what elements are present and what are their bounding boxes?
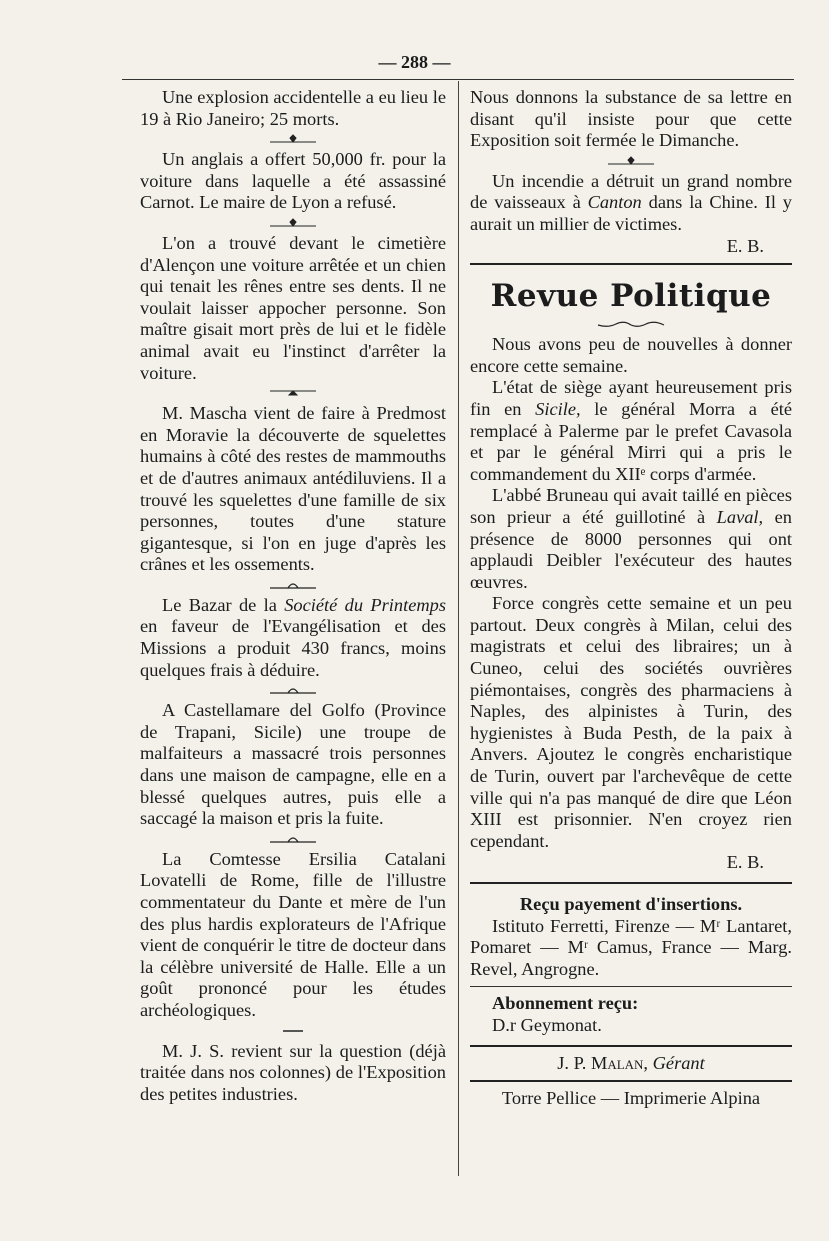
ornament-separator	[268, 685, 318, 695]
signature-eb: E. B.	[726, 235, 764, 256]
news-item-rio: Une explosion accidentelle a eu lieu le 19 à Rio Janeiro; 25 morts.	[140, 87, 446, 129]
ornament-separator	[268, 388, 318, 398]
sicile-text-start: L'état de siège ayant heureusement pris fin en	[470, 377, 792, 419]
laval-italic: Laval,	[716, 506, 764, 527]
news-item-predmost: M. Mascha vient de faire à Predmost en Moravie la découverte de squelettes humains à côté des restes de mammouths et de d'autres animaux antédiluviens. Il a trouvé les squelettes d'une famille de six personnes, toutes d'une stature gigantesque, si l'on en juge d'après les crânes et les ossements.	[140, 403, 446, 575]
news-item-bazar	[140, 595, 446, 681]
abonnement-text: D.r Geymonat.	[492, 1014, 602, 1035]
ornament-flourish	[596, 319, 666, 329]
section-rule	[470, 1045, 792, 1047]
gerant-name: J. P. Malan,	[557, 1052, 649, 1073]
page-number: — 288 —	[378, 52, 451, 72]
right-column	[470, 87, 792, 1110]
canton-italic: Canton	[587, 192, 642, 213]
recu-title: Reçu payement d'insertions.	[519, 894, 743, 914]
societe-printemps: Société du Printemps	[284, 594, 446, 615]
canton-text-end: dans la Chine. Il y aurait un millier de victimes.	[470, 192, 792, 234]
revue-para-nouvelles: Nous avons peu de nouvelles à donner encore cette semaine.	[470, 334, 792, 376]
news-item-carnot: Un anglais a offert 50,000 fr. pour la voiture dans laquelle a été assassiné Carnot. Le maire de Lyon a refusé.	[140, 149, 446, 213]
news-item-castellamare: A Castellamare del Golfo (Province de Trapani, Sicile) une troupe de malfaiteurs a massacré trois personnes dans une maison de campagne, elle en a blessé quelques autres, puis elle a saccagé la maison et pris la fuite.	[140, 700, 446, 829]
canton-text-start: Un incendie a détruit un grand nombre de vaisseaux à	[470, 170, 792, 213]
gerant-role: Gérant	[652, 1052, 705, 1073]
rule	[470, 986, 792, 987]
recu-text: Istituto Ferretti, Firenze — Mʳ Lantaret, Pomaret — Mʳ Camus, France — Marg. Revel, Angrogne.	[470, 915, 792, 979]
bruneau-text-end: en présence de 8000 personnes qui ont applaudi Deibler l'exécuteur des hautes œuvres.	[470, 506, 792, 592]
signature-eb: E. B.	[726, 852, 764, 873]
ornament-separator	[268, 1026, 318, 1036]
ornament-separator	[268, 134, 318, 144]
sicile-italic: Sicile,	[535, 398, 581, 419]
news-item-lovatelli: La Comtesse Ersilia Catalani Lovatelli de Rome, fille de l'illustre commentateur du Dante et mère de l'un des plus hardis explorateurs de l'Afrique vient de conquérir le titre de docteur dans la célèbre université de Halle. Elle a un goût prononcé pour les études archéologiques.	[140, 848, 446, 1020]
section-rule	[470, 882, 792, 884]
header-rule	[122, 79, 794, 80]
section-rule	[470, 263, 792, 265]
news-item-alencon: L'on a trouvé devant le cimetière d'Alençon une voiture arrêtée et un chien qui tenait les rênes entre ses dents. Il ne voulait laisser appocher personne. Son maître gisait mort près de lui et le fidèle animal avait eu l'instinct d'arrêter la voiture.	[140, 232, 446, 383]
bruneau-text-start: L'abbé Bruneau qui avait taillé en pièces son prieur a été guillotiné à	[470, 485, 792, 527]
bazar-text-end: en faveur de l'Evangélisation et des Missions a produit 430 francs, moins quelques frais à déduire.	[140, 616, 446, 680]
news-item-canton	[470, 171, 792, 236]
section-rule	[470, 1080, 792, 1082]
revue-para-congres: Force congrès cette semaine et un peu partout. Deux congrès à Milan, celui des magistrats et celui des libraires; un à Cuneo, celui des sociétés ouvrières piémontaises, congrès des pharmaciens à Naples, des alpinistes à Turin, des hygienistes à Buda Pesth, de la paix à Anvers. Ajoutez le congrès encharistique de Turin, ouvert par l'archevêque de cette ville qui n'a pas manqué de dire que Léon XIII est prisonnier. N'en croyez rien cependant.	[470, 593, 792, 851]
revue-para-sicile	[470, 377, 792, 485]
left-column	[140, 87, 446, 1105]
sicile-text-end: le général Morra a été remplacé à Palerme par le prefet Cavasola et par le général Mirri qui a pris le commandement du XIIᵉ corps d'armée.	[470, 398, 793, 484]
ornament-separator	[268, 218, 318, 228]
imprimerie-line: Torre Pellice — Imprimerie Alpina	[501, 1088, 761, 1109]
gerant-line	[470, 1053, 792, 1075]
ornament-separator	[268, 834, 318, 844]
ornament-separator	[606, 156, 656, 166]
abonnement-title: Abonnement reçu:	[492, 993, 639, 1014]
ornament-separator	[268, 580, 318, 590]
revue-para-bruneau	[470, 485, 792, 593]
news-item-lettre: Nous donnons la substance de sa lettre en disant qu'il insiste pour que cette Exposition soit fermée le Dimanche.	[470, 87, 792, 151]
news-item-exposition: M. J. S. revient sur la question (déjà traitée dans nos colonnes) de l'Exposition des petites industries.	[140, 1040, 446, 1104]
bazar-text-start: Le Bazar de la	[162, 594, 285, 615]
section-title: Revue Politique	[490, 278, 772, 315]
column-divider	[458, 81, 459, 1176]
